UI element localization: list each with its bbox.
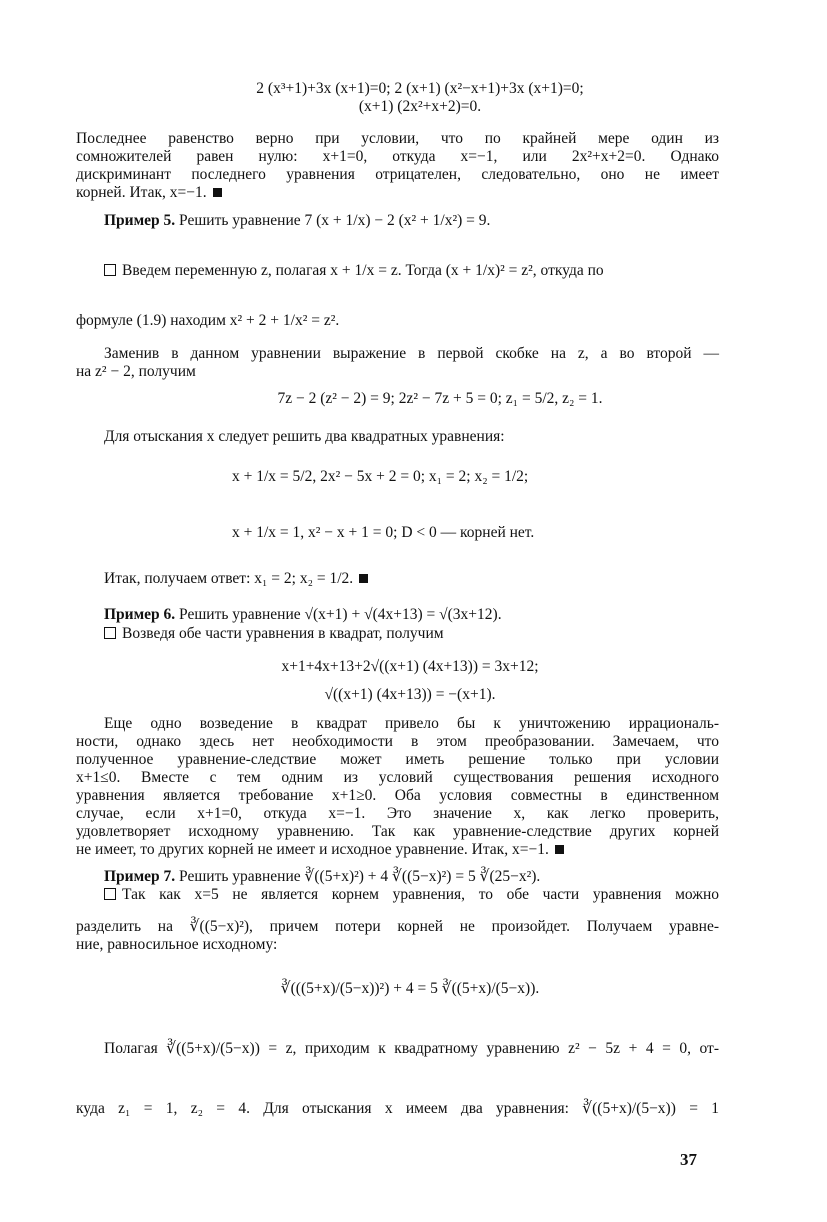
line-text: ности, однако здесь нет необходимости в этом преобразовании. Замечаем, что [76,733,719,750]
paragraph-line [76,1100,719,1118]
equation-line [200,686,620,704]
page-number: 37 [680,1150,697,1169]
paragraph-line [104,262,604,280]
line-text: полученное уравнение-следствие может иметь решение только при условии [76,751,719,768]
end-of-proof-icon [359,574,368,583]
example-label: Пример 7. [104,868,176,885]
equation-line [200,658,620,676]
line-text: Решить уравнение ∛((5+x)²) + 4 ∛((5−x)²) = 5 ∛(25−x²). [179,868,541,885]
paragraph-line [104,570,368,588]
example-label: Пример 6. [104,606,176,623]
end-of-proof-icon [555,845,564,854]
line-text: Возведя обе части уравнения в квадрат, получим [122,625,444,642]
paragraph-line [76,166,719,184]
line-text: 2 (x³+1)+3x (x+1)=0; 2 (x+1) (x²−x+1)+3x (x+1)=0; [256,80,584,97]
line-text: сомножителей равен нулю: x+1=0, откуда x=−1, или 2x²+x+2=0. Однако [76,148,719,165]
paragraph-line [104,886,719,904]
paragraph-line [76,751,719,769]
paragraph-line [76,130,719,148]
paragraph-line [76,184,222,202]
line-text: Полагая ∛((5+x)/(5−x)) = z, приходим к квадратному уравнению z² − 5z + 4 = 0, от- [104,1040,719,1057]
line-text: ∛(((5+x)/(5−x))²) + 4 = 5 ∛((5+x)/(5−x)). [280,980,540,997]
paragraph-line [76,936,277,954]
line-text: Решить уравнение √(x+1) + √(4x+13) = √(3x+12). [179,606,502,623]
line-text: x+1≤0. Вместе с тем одним из условий существования решения исходного [76,769,719,786]
line-text: (x+1) (2x²+x+2)=0. [358,98,482,115]
line-text: ние, равносильное исходному: [76,936,278,953]
equation-line [200,980,620,998]
equation-line [232,524,534,542]
paragraph-line [76,841,564,859]
line-text: x+1+4x+13+2√((x+1) (4x+13)) = 3x+12; [281,658,539,675]
line-text: Последнее равенство верно при условии, что по крайней мере один из [76,130,719,147]
line-text: Так как x=5 не является корнем уравнения, то обе части уравнения можно [122,886,719,903]
line-text: удовлетворяет исходному уравнению. Так как уравнение-следствие других корней [76,823,719,840]
paragraph-line [76,148,719,166]
example-label: Пример 5. [104,212,176,229]
paragraph-line [76,918,719,936]
line-text: Еще одно возведение в квадрат привело бы к уничтожению иррациональ- [104,715,719,732]
paragraph-line [104,625,444,643]
line-text: 7z − 2 (z² − 2) = 9; 2z² − 7z + 5 = 0; z₁ = 5/2, z₂ = 1. [277,390,603,407]
line-text: дискриминант последнего уравнения отрицателен, следовательно, оно не имеет [76,166,719,183]
paragraph-line [104,715,719,733]
line-text: √((x+1) (4x+13)) = −(x+1). [324,686,496,703]
paragraph-line [76,363,196,381]
line-text: уравнения является требование x+1≥0. Оба условия совместны в единственном [76,787,719,804]
line-text: формуле (1.9) находим x² + 2 + 1/x² = z². [76,312,340,329]
start-of-solution-icon [104,888,116,900]
equation-line [160,390,720,408]
line-text: x + 1/x = 1, x² − x + 1 = 0; D < 0 — корней нет. [232,524,535,541]
paragraph-line [104,345,719,363]
example-7-heading [104,868,540,886]
line-text: корней. Итак, x=−1. [76,184,207,201]
example-6-heading [104,606,502,624]
line-text: случае, если x+1=0, откуда x=−1. Это значение x, как легко проверить, [76,805,719,822]
line-text: Решить уравнение 7 (x + 1/x) − 2 (x² + 1/x²) = 9. [179,212,491,229]
line-text: разделить на ∛((5−x)²), причем потери корней не произойдет. Получаем уравне- [76,918,719,935]
paragraph-line [104,1040,719,1058]
paragraph-line [104,428,505,446]
line-text: куда z₁ = 1, z₂ = 4. Для отыскания x имеем два уравнения: ∛((5+x)/(5−x)) = 1 [76,1100,719,1117]
paragraph-line [76,733,719,751]
paragraph-line [76,787,719,805]
paragraph-line [76,823,719,841]
line-text: Итак, получаем ответ: x₁ = 2; x₂ = 1/2. [104,570,354,587]
equation-line-2 [160,98,680,116]
line-text: не имеет, то других корней не имеет и исходное уравнение. Итак, x=−1. [76,841,549,858]
line-text: x + 1/x = 5/2, 2x² − 5x + 2 = 0; x₁ = 2; x₂ = 1/2; [232,468,529,485]
start-of-solution-icon [104,627,116,639]
paragraph-line [76,769,719,787]
line-text: Заменив в данном уравнении выражение в первой скобке на z, а во второй — [104,345,719,362]
end-of-proof-icon [213,188,222,197]
equation-line-1 [160,80,680,98]
paragraph-line [76,805,719,823]
line-text: Для отыскания x следует решить два квадратных уравнения: [104,428,505,445]
equation-line [232,468,528,486]
line-text: Введем переменную z, полагая x + 1/x = z. Тогда (x + 1/x)² = z², откуда по [122,262,604,279]
start-of-solution-icon [104,264,116,276]
line-text: на z² − 2, получим [76,363,196,380]
paragraph-line [76,312,339,330]
example-5-heading [104,212,490,230]
